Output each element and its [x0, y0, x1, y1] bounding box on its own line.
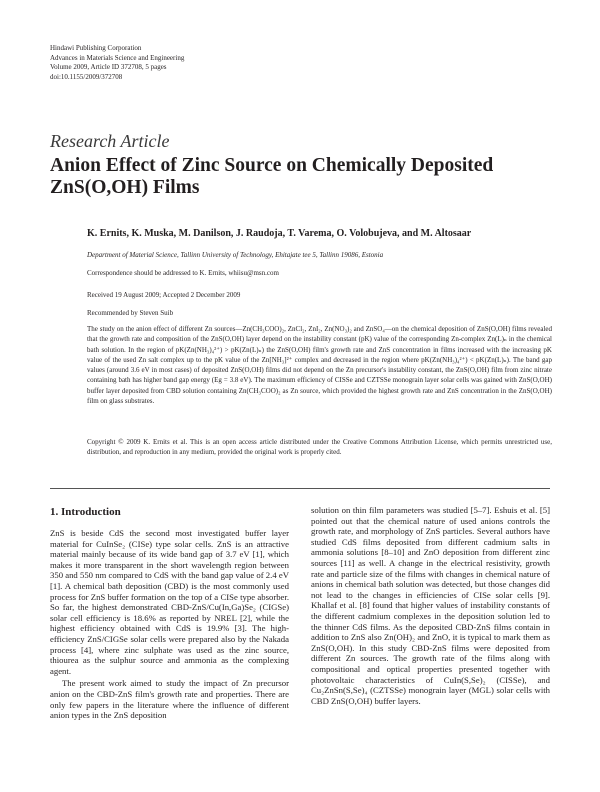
- article-title: [50, 155, 560, 199]
- paragraph: The present work aimed to study the impact of Zn precursor anion on the CBD-ZnS film's growth rate and properties. There are only few papers in the literature where the influence of different anion types in the ZnS deposition: [50, 678, 289, 721]
- abstract: The study on the anion effect of different Zn sources—Zn(CH₃COO)₂, ZnCl₂, ZnI₂, Zn(NO₃)₂ and ZnSO₄—on the chemical deposition of ZnS(O,OH) films revealed that the growth rate and composition of the ZnS(O,OH) layer depend on the instability constant (pK) value of the corresponding Zn-complex Zn(L)ₙ in the chemical bath solution. In the region of pK(Zn(NH₃)₄²⁺) > pK(Zn(L)ₙ) the ZnS(O,OH) film's growth rate and ZnS concentration in films increased with the increasing pK value of the used Zn salt complex up to the pK value of the Zn[NH₃]²⁺ complex and decreased in the region where pK(Zn(NH₃)₄²⁺) < pK(Zn(L)ₙ). The band gap values (around 3.6 eV in most cases) of deposited ZnS(O,OH) films did not depend on the Zn precursor's instability constant, the ZnS(O,OH) film from zinc nitrate containing bath has higher band gap energy (Eg = 3.8 eV). The maximum efficiency of CISSe and CZTSSe monograin layer solar cells was gained with ZnS(O,OH) buffer layer deposited from CBD solution containing Zn(CH₃COO)₂ as Zn source, which provided the highest growth rate and ZnS concentration in the ZnS(O,OH) film on glass substrates.: [87, 325, 552, 406]
- title-line-1: Anion Effect of Zinc Source on Chemically Deposited: [50, 155, 494, 176]
- paragraph: solution on thin film parameters was studied [5–7]. Eshuis et al. [5] pointed out that the chemical nature of used anions controls the growth rate, and morphology of ZnS particles. Several authors have studied CdS films deposited from different cadmium salts in ammonia solutions [8–10] and ZnO deposition from different zinc sources [11] as well. A change in the electrical resistivity, growth rate and particle size of the films with changes in chemical nature of anions in chemical bath solution was detected, but those changes did not lead to the changes in efficiencies of CISe solar cells [9]. Khallaf et al. [8] found that higher values of instability constants of the different cadmium complexes in the deposition solution led to the thinner CdS films. As the deposited CBD-ZnS films contain in addition to ZnS also Zn(OH)₂ and ZnO, it is typical to mark them as ZnS(O,OH). In this study CBD-ZnS films were deposited from different Zn sources. The growth rate of the films along with compositional and optical properties presented together with photovoltaic characteristics of CuIn(S,Se)₂ (CISSe), and Cu₂ZnSn(S,Se)₄ (CZTSSe) monograin layer (MGL) solar cells with CBD ZnS(O,OH) buffer layers.: [311, 505, 550, 706]
- article-type: Research Article: [50, 131, 170, 151]
- doi[interactable]: doi:10.1155/2009/372708: [50, 72, 123, 81]
- right-column: [311, 505, 550, 706]
- copyright-notice: Copyright © 2009 K. Ernits et al. This is an open access article distributed under the Creative Commons Attribution License, which permits unrestricted use, distribution, and reproduction in any medium, provided the original work is properly cited.: [87, 438, 552, 457]
- author-list: K. Ernits, K. Muska, M. Danilson, J. Raudoja, T. Varema, O. Volobujeva, and M. Altosaar: [87, 228, 472, 239]
- volume-info: Volume 2009, Article ID 372708, 5 pages: [50, 63, 167, 71]
- section-heading: 1. Introduction: [50, 506, 121, 518]
- recommended-by: Recommended by Steven Suib: [87, 309, 174, 317]
- journal-name: Advances in Materials Science and Engineering: [50, 53, 185, 62]
- paragraph: ZnS is beside CdS the second most investigated buffer layer material for CuInSe₂ (CISe) type solar cells. ZnS is an attractive material mainly because of its wide band gap of 3.7 eV [1], which makes it more transparent in the short wavelength region between 350 and 550 nm compared to CdS with the band gap value of 2.4 eV [1]. A chemical bath deposition (CBD) is the most commonly used process for ZnS buffer formation on the top of a CISe type absorber. So far, the highest demonstrated CBD-ZnS/Cu(In,Ga)Se₂ (CIGSe) solar cell efficiency is 18.6% as reported by NREL [2], while the highest efficiency obtained with CdS is 19.9% [3]. The high-efficiency ZnS/CIGSe solar cells were prepared also by the Nakada process [4], where zinc sulphate was used as the zinc source, thiourea as the sulphur source and ammonia as the complexing agent.: [50, 528, 289, 676]
- publisher: Hindawi Publishing Corporation: [50, 44, 142, 52]
- received-date: Received 19 August 2009; Accepted 2 December 2009: [87, 291, 241, 299]
- section-divider: [50, 488, 550, 489]
- correspondence: Correspondence should be addressed to K. Ernits, whiisu@msn.com: [87, 269, 279, 277]
- left-column: [50, 505, 289, 721]
- publication-info: [50, 44, 184, 82]
- affiliation: Department of Material Science, Tallinn University of Technology, Ehitajate tee 5, Tallinn 19086, Estonia: [87, 251, 384, 259]
- title-line-2: ZnS(O,OH) Films: [50, 177, 200, 198]
